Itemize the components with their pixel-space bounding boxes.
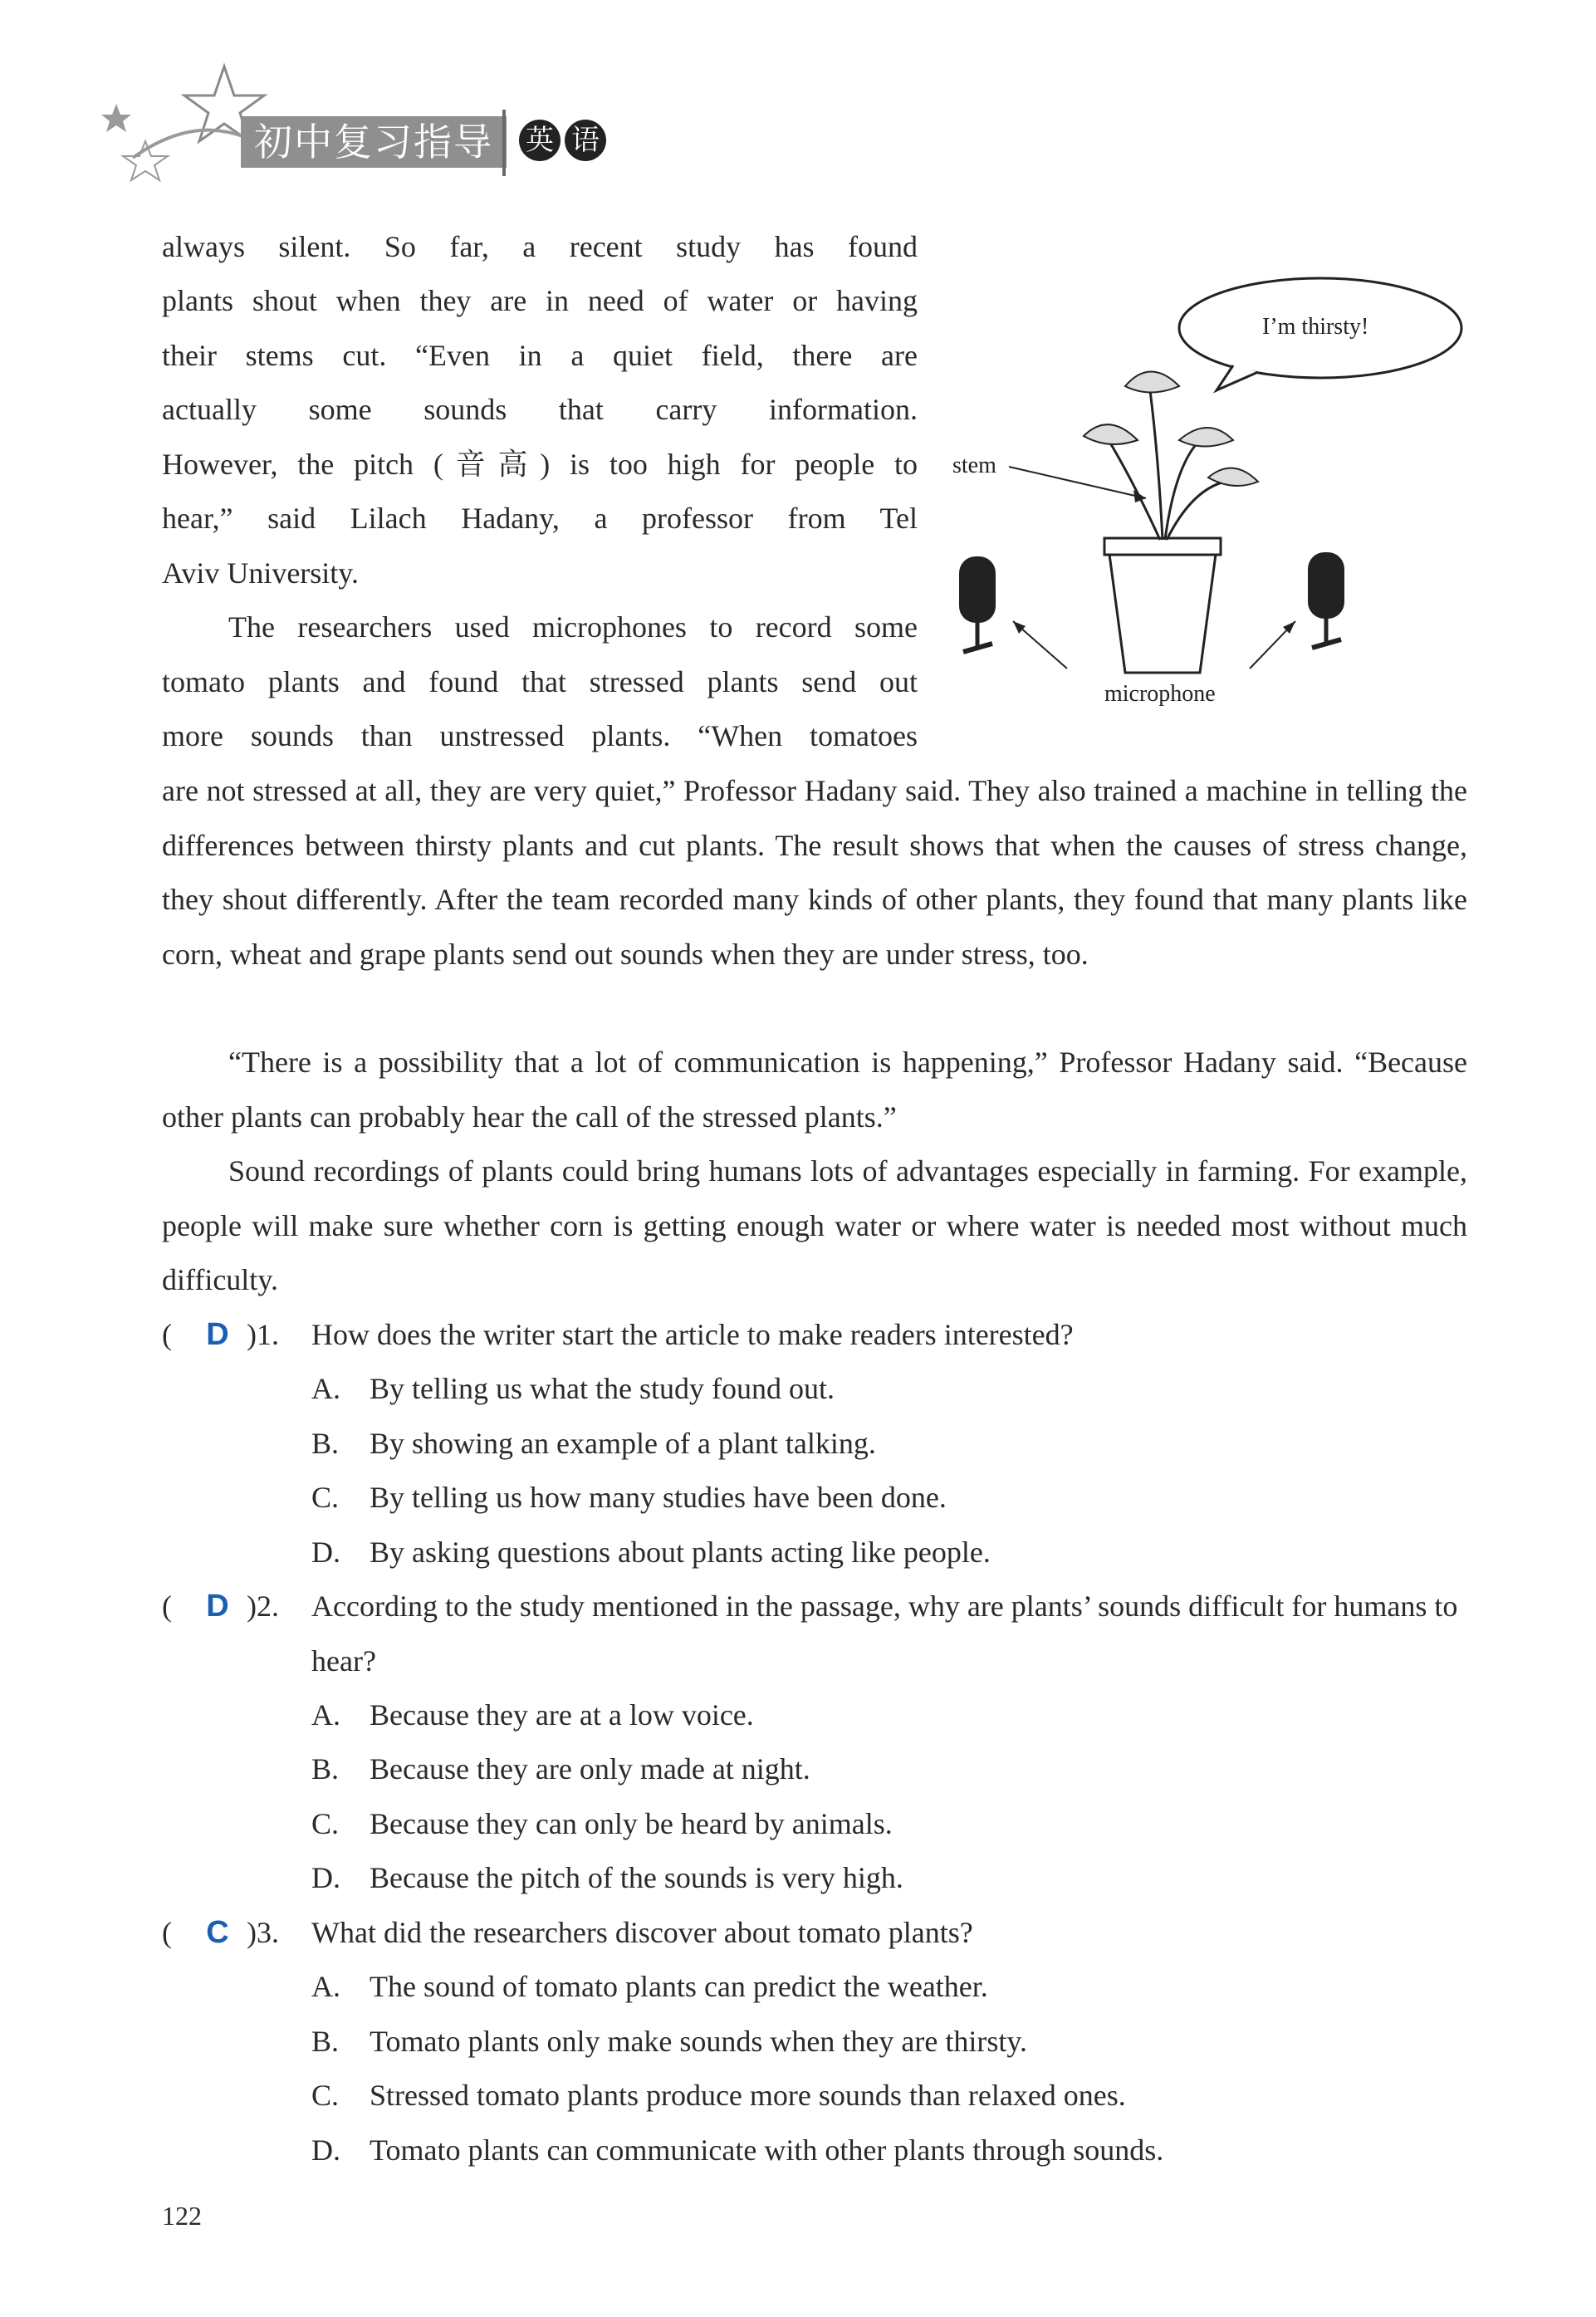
text-line: The researchers used microphones to record some [228,610,918,644]
option-letter: B. [311,1427,340,1460]
option-b [311,1742,810,1797]
option-text: By asking questions about plants acting like people. [370,1536,991,1569]
microphone-label: microphone [1104,681,1216,707]
option-letter: A. [311,1698,340,1732]
open-paren: ( [162,1590,172,1623]
option-text: Tomato plants can communicate with other plants through sounds. [370,2133,1164,2167]
stem-label: stem [952,453,996,478]
option-c [311,1471,947,1526]
option-a [311,1362,835,1417]
option-text: Because they can only be heard by animals. [370,1807,893,1840]
option-letter: A. [311,1372,340,1405]
option-d [311,1851,903,1906]
option-letter: A. [311,1970,340,2003]
text-line: their stems cut. “Even in a quiet field, there are [162,339,918,372]
header-divider [502,110,506,176]
option-c [311,1797,893,1852]
text-line: However, the pitch (音高) is too high for people to [162,448,918,481]
text-line: tomato plants and found that stressed plants send out [162,665,918,698]
plant-illustration [942,274,1491,723]
option-b [311,2015,1027,2070]
option-text: Stressed tomato plants produce more sounds than relaxed ones. [370,2079,1126,2112]
answer-mark: C [206,1915,229,1950]
option-d [311,2124,1163,2178]
plant-drawing [942,274,1491,723]
question-number: )1. [247,1318,279,1351]
option-a [311,1960,988,2015]
answer-mark: D [206,1317,229,1352]
question-stem: What did the researchers discover about tomato plants? [311,1916,973,1949]
option-text: By showing an example of a plant talking. [370,1427,876,1460]
option-a [311,1688,754,1743]
book-title: 初中复习指导 [241,116,507,168]
question-stem: According to the study mentioned in the passage, why are plants’ sounds difficult for humans to hear? [311,1590,1458,1678]
subject-char-2: 语 [565,120,606,161]
option-letter: C. [311,1481,340,1514]
text-line: plants shout when they are in need of water or having [162,284,918,317]
option-text: By telling us how many studies have been done. [370,1481,947,1514]
question-number: )3. [247,1916,279,1949]
option-letter: D. [311,2133,340,2167]
open-paren: ( [162,1318,172,1351]
option-letter: D. [311,1536,340,1569]
option-text: Because they are only made at night. [370,1752,810,1786]
page-header [100,58,698,183]
text-line: more sounds than unstressed plants. “When tomatoes [162,719,918,752]
option-text: Because they are at a low voice. [370,1698,754,1732]
paragraph-3: “There is a possibility that a lot of communication is happening,” Professor Hadany said. “Because other plants can probably hear the call of the stressed plants.” [162,1046,1467,1134]
option-letter: B. [311,1752,340,1786]
option-letter: C. [311,2079,340,2112]
subject-char-1: 英 [519,120,561,161]
question-number: )2. [247,1590,279,1623]
option-text: Because the pitch of the sounds is very high. [370,1861,903,1894]
text-line: Aviv University. [162,556,359,590]
option-text: By telling us what the study found out. [370,1372,835,1405]
page-number: 122 [162,2201,202,2231]
text-line: always silent. So far, a recent study has found [162,230,918,263]
question-stem: How does the writer start the article to make readers interested? [311,1318,1074,1351]
option-b [311,1417,876,1472]
text-block: are not stressed at all, they are very quiet,” Professor Hadany said. They also trained a machine in telling the differences between thirsty plants and cut plants. The result shows that when the causes of stress change, they shout differently. After the team recorded many kinds of other plants, they found that many plants like corn, wheat and grape plants send out sounds when they are under stress, too. [162,774,1467,971]
option-letter: B. [311,2025,340,2058]
option-letter: C. [311,1807,340,1840]
option-c [311,2069,1126,2124]
text-line: actually some sounds that carry information. [162,393,918,426]
option-text: The sound of tomato plants can predict the weather. [370,1970,988,2003]
option-letter: D. [311,1861,340,1894]
open-paren: ( [162,1916,172,1949]
option-d [311,1526,991,1580]
option-text: Tomato plants only make sounds when they are thirsty. [370,2025,1027,2058]
answer-mark: D [206,1589,229,1624]
paragraph-4: Sound recordings of plants could bring humans lots of advantages especially in farming. For example, people will make sure whether corn is getting enough water or where water is needed most without much difficulty. [162,1154,1467,1296]
speech-bubble-text: I’m thirsty! [1262,314,1369,340]
text-line: hear,” said Lilach Hadany, a professor from Tel [162,502,918,535]
